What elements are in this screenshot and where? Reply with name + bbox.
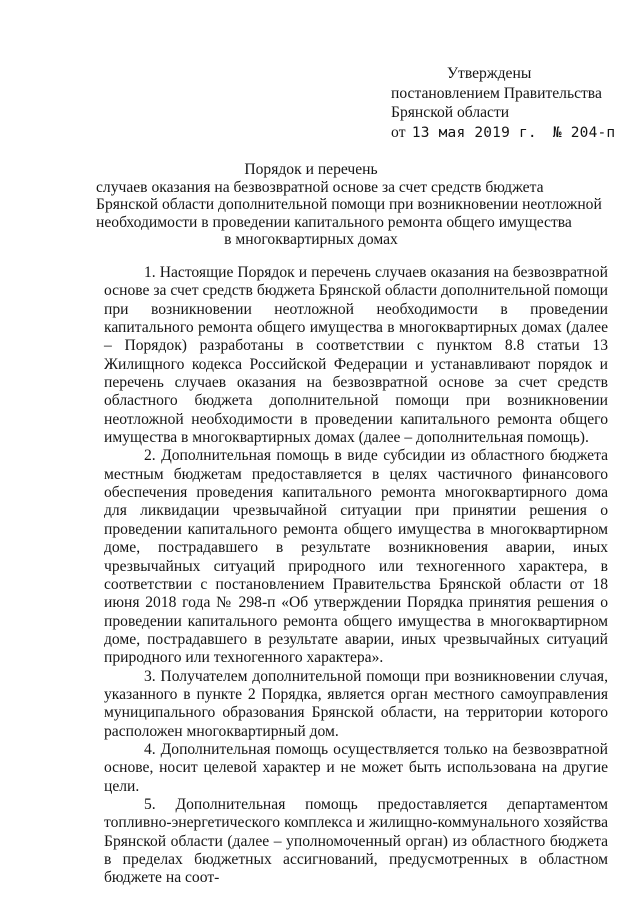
title-line: случаев оказания на безвозвратной основе за счет средств бюджета xyxy=(96,178,544,196)
paragraph-3: 3. Получателем дополнительной помощи при возникновении случая, указанного в пункте 2 Порядка, является орган местного самоуправления муниципального образования Брянской области, на территории которого расположен многоквартирный дом. xyxy=(104,667,608,740)
paragraph-4: 4. Дополнительная помощь осуществляется только на безвозвратной основе, носит целевой характер и не может быть использована на другие цели. xyxy=(104,740,608,795)
approval-number: № 204-п xyxy=(552,124,616,141)
approval-date-line xyxy=(391,123,615,144)
document-title xyxy=(96,161,602,249)
approval-date: 13 мая 2019 г. xyxy=(411,124,537,141)
approval-line-resolution: постановлением Правительства xyxy=(391,84,602,102)
document-body xyxy=(104,264,608,888)
title-line: необходимости в проведении капитального ремонта общего имущества xyxy=(96,213,572,231)
title-line: в многоквартирных домах xyxy=(224,231,398,249)
paragraph-5: 5. Дополнительная помощь предоставляется департаментом топливно-энергетического комплекса и жилищно-коммунального хозяйства Брянской области (далее – уполномоченный орган) из областного бюджета в пределах бюджетных ассигнований, предусмотренных в областном бюджете на соот- xyxy=(104,795,608,887)
approval-line-region: Брянской области xyxy=(391,104,510,121)
title-line: Брянской области дополнительной помощи при возникновении неотложной xyxy=(96,196,602,214)
paragraph-2: 2. Дополнительная помощь в виде субсидии из областного бюджета местным бюджетам предоставляется в целях частичного финансового обеспечения проведения капитального ремонта многоквартирного дома для ликвидации чрезвычайной ситуации при принятии решения о проведении капитального ремонта общего имущества в многоквартирном доме, пострадавшего в результате возникновения аварии, иных чрезвычайных ситуаций природного или техногенного характера, в соответствии с постановлением Правительства Брянской области от 18 июня 2018 года № 298-п «Об утверждении Порядка принятия решения о проведении капитального ремонта общего имущества в многоквартирном доме, пострадавшего в результате аварии, иных чрезвычайных ситуаций природного или техногенного характера». xyxy=(104,447,608,667)
approval-stamp xyxy=(391,64,615,143)
paragraph-1: 1. Настоящие Порядок и перечень случаев оказания на безвозвратной основе за счет средств бюджета Брянской области дополнительной помощи при возникновении неотложной необходимости в проведении капитального ремонта общего имущества в многоквартирных домах (далее – Порядок) разработаны в соответствии с пунктом 8.8 статьи 13 Жилищного кодекса Российской Федерации и устанавливают порядок и перечень случаев оказания на безвозвратной основе за счет средств областного бюджета дополнительной помощи при возникновении неотложной необходимости в проведении капитального ремонта общего имущества в многоквартирных домах (далее – дополнительная помощь). xyxy=(104,264,608,447)
title-line: Порядок и перечень xyxy=(244,161,378,178)
approval-date-prefix: от xyxy=(391,123,406,141)
approval-line-approved: Утверждены xyxy=(447,65,532,82)
